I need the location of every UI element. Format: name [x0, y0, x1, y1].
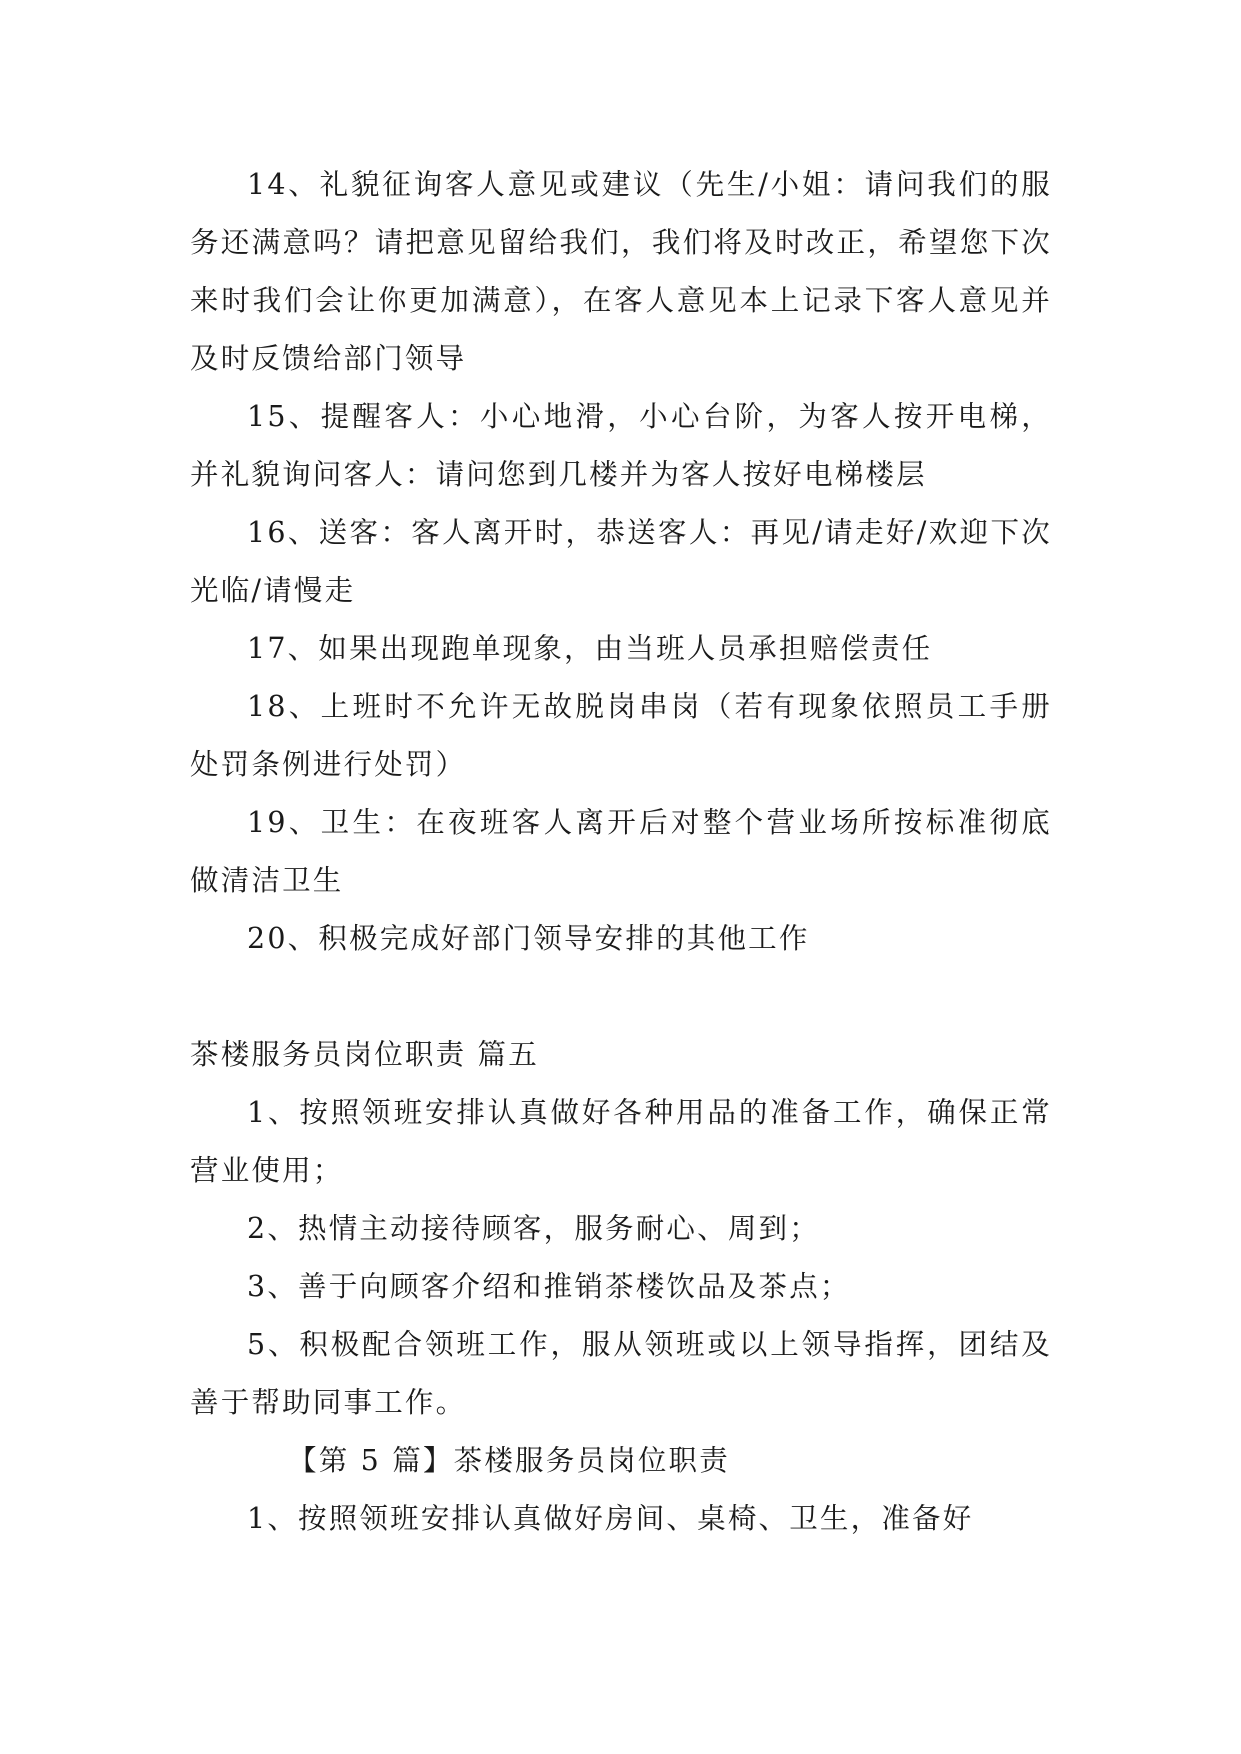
paragraph-item-3: 3、善于向顾客介绍和推销茶楼饮品及茶点；	[247, 1270, 851, 1303]
paragraph-item-2: 2、热情主动接待顾客，服务耐心、周到；	[247, 1212, 820, 1245]
paragraph-item-18: 18、上班时不允许无故脱岗串岗（若有现象依照员工手册处罚条例进行处罚）	[190, 690, 1052, 781]
paragraph-item-5: 5、积极配合领班工作，服从领班或以上领导指挥，团结及善于帮助同事工作。	[190, 1328, 1052, 1419]
paragraph-item-15: 15、提醒客人：小心地滑，小心台阶，为客人按开电梯，并礼貌询问客人：请问您到几楼并为客人按好电梯楼层	[190, 400, 1052, 491]
paragraph-item-17: 17、如果出现跑单现象，由当班人员承担赔偿责任	[247, 632, 933, 665]
paragraph-item-14: 14、礼貌征询客人意见或建议（先生/小姐：请问我们的服务还满意吗？请把意见留给我们，我们将及时改正，希望您下次来时我们会让你更加满意），在客人意见本上记录下客人意见并及时反馈给部门领导	[190, 168, 1052, 375]
sub-title: 【第 5 篇】茶楼服务员岗位职责	[288, 1444, 730, 1477]
paragraph-item-20: 20、积极完成好部门领导安排的其他工作	[247, 922, 810, 955]
section-title: 茶楼服务员岗位职责 篇五	[190, 1038, 539, 1071]
paragraph-item-16: 16、送客：客人离开时，恭送客人：再见/请走好/欢迎下次光临/请慢走	[190, 516, 1052, 607]
section-gap	[190, 968, 1052, 1026]
document-page	[190, 156, 1052, 1548]
paragraph-item-1: 1、按照领班安排认真做好各种用品的准备工作，确保正常营业使用；	[190, 1096, 1052, 1187]
paragraph-item-1-second: 1、按照领班安排认真做好房间、桌椅、卫生，准备好	[247, 1502, 974, 1535]
paragraph-item-19: 19、卫生：在夜班客人离开后对整个营业场所按标准彻底做清洁卫生	[190, 806, 1052, 897]
